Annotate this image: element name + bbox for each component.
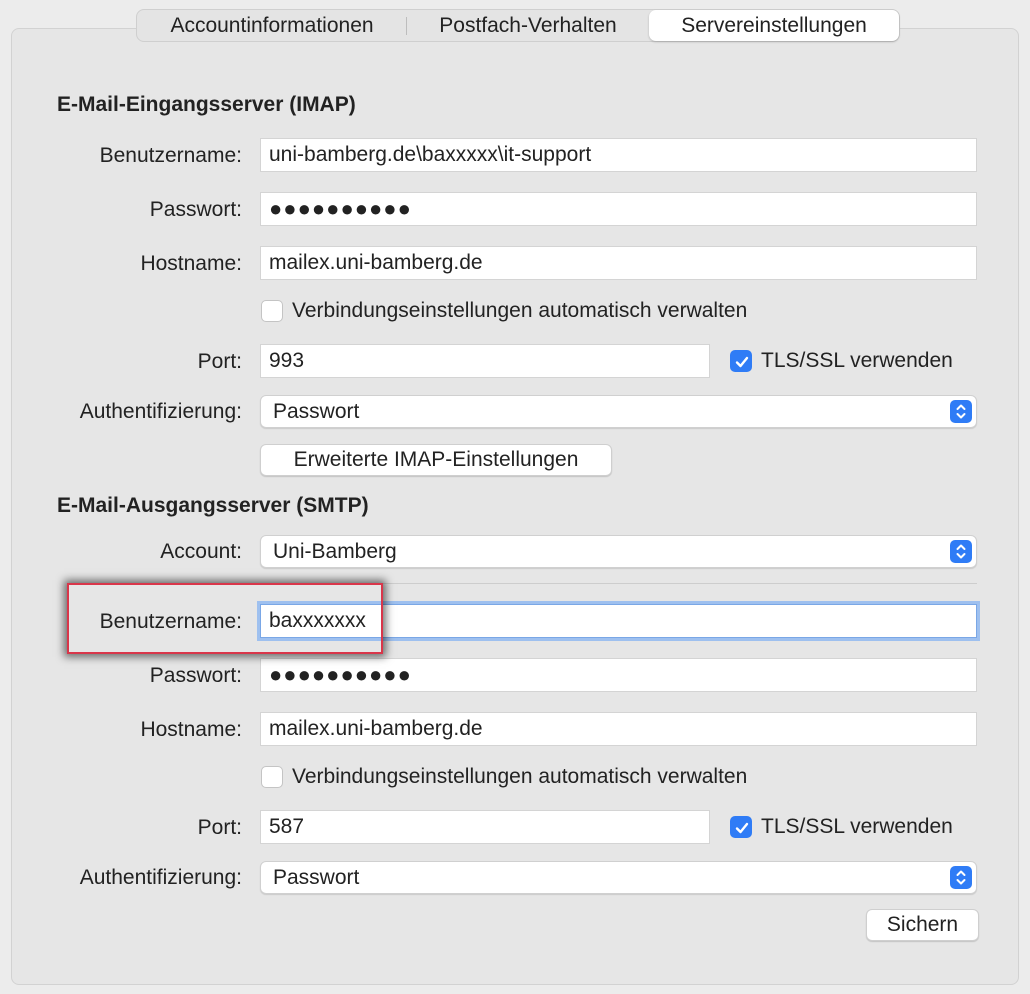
chevron-updown-icon	[950, 540, 972, 563]
smtp-tls-label: TLS/SSL verwenden	[761, 815, 953, 838]
section-divider	[260, 583, 977, 584]
checkmark-icon	[734, 820, 750, 836]
imap-password-label: Passwort:	[149, 198, 242, 221]
smtp-auth-value: Passwort	[273, 866, 360, 889]
smtp-auto-manage-checkbox[interactable]	[261, 766, 283, 788]
tab-bar	[136, 9, 900, 42]
smtp-username-field[interactable]: baxxxxxxx	[260, 604, 977, 638]
imap-hostname-field[interactable]: mailex.uni-bamberg.de	[260, 246, 977, 280]
checkmark-icon	[734, 354, 750, 370]
imap-tls-checkbox[interactable]	[730, 350, 752, 372]
smtp-hostname-field[interactable]: mailex.uni-bamberg.de	[260, 712, 977, 746]
imap-auto-manage-label: Verbindungseinstellungen automatisch verwalten	[292, 299, 748, 322]
imap-password-field[interactable]: ●●●●●●●●●●	[260, 192, 977, 226]
smtp-port-label: Port:	[197, 816, 242, 839]
smtp-section-title: E-Mail-Ausgangsserver (SMTP)	[57, 494, 369, 517]
imap-username-label: Benutzername:	[99, 144, 242, 167]
imap-auto-manage-checkbox[interactable]	[261, 300, 283, 322]
imap-tls-label: TLS/SSL verwenden	[761, 349, 953, 372]
imap-auth-select[interactable]	[260, 395, 977, 428]
imap-username-field[interactable]: uni-bamberg.de\baxxxxx\it-support	[260, 138, 977, 172]
tab-account-information[interactable]: Accountinformationen	[137, 10, 407, 41]
smtp-auto-manage-label: Verbindungseinstellungen automatisch verwalten	[292, 765, 748, 788]
imap-section-title: E-Mail-Eingangsserver (IMAP)	[57, 93, 356, 116]
save-button[interactable]: Sichern	[866, 909, 979, 941]
smtp-hostname-label: Hostname:	[140, 718, 242, 741]
imap-auth-value: Passwort	[273, 400, 360, 423]
tab-server-settings[interactable]: Servereinstellungen	[649, 10, 899, 41]
advanced-imap-settings-button[interactable]: Erweiterte IMAP-Einstellungen	[260, 444, 612, 476]
smtp-auth-select[interactable]	[260, 861, 977, 894]
smtp-account-label: Account:	[160, 540, 242, 563]
smtp-username-label: Benutzername:	[99, 610, 242, 633]
smtp-account-value: Uni-Bamberg	[273, 540, 397, 563]
smtp-port-field[interactable]: 587	[260, 810, 710, 844]
imap-auth-label: Authentifizierung:	[79, 400, 242, 423]
smtp-tls-checkbox[interactable]	[730, 816, 752, 838]
smtp-password-label: Passwort:	[149, 664, 242, 687]
chevron-updown-icon	[950, 400, 972, 423]
imap-port-label: Port:	[197, 350, 242, 373]
smtp-auth-label: Authentifizierung:	[79, 866, 242, 889]
chevron-updown-icon	[950, 866, 972, 889]
tab-mailbox-behavior[interactable]: Postfach-Verhalten	[439, 14, 617, 37]
imap-port-field[interactable]: 993	[260, 344, 710, 378]
smtp-account-select[interactable]	[260, 535, 977, 568]
smtp-password-field[interactable]: ●●●●●●●●●●	[260, 658, 977, 692]
imap-hostname-label: Hostname:	[140, 252, 242, 275]
